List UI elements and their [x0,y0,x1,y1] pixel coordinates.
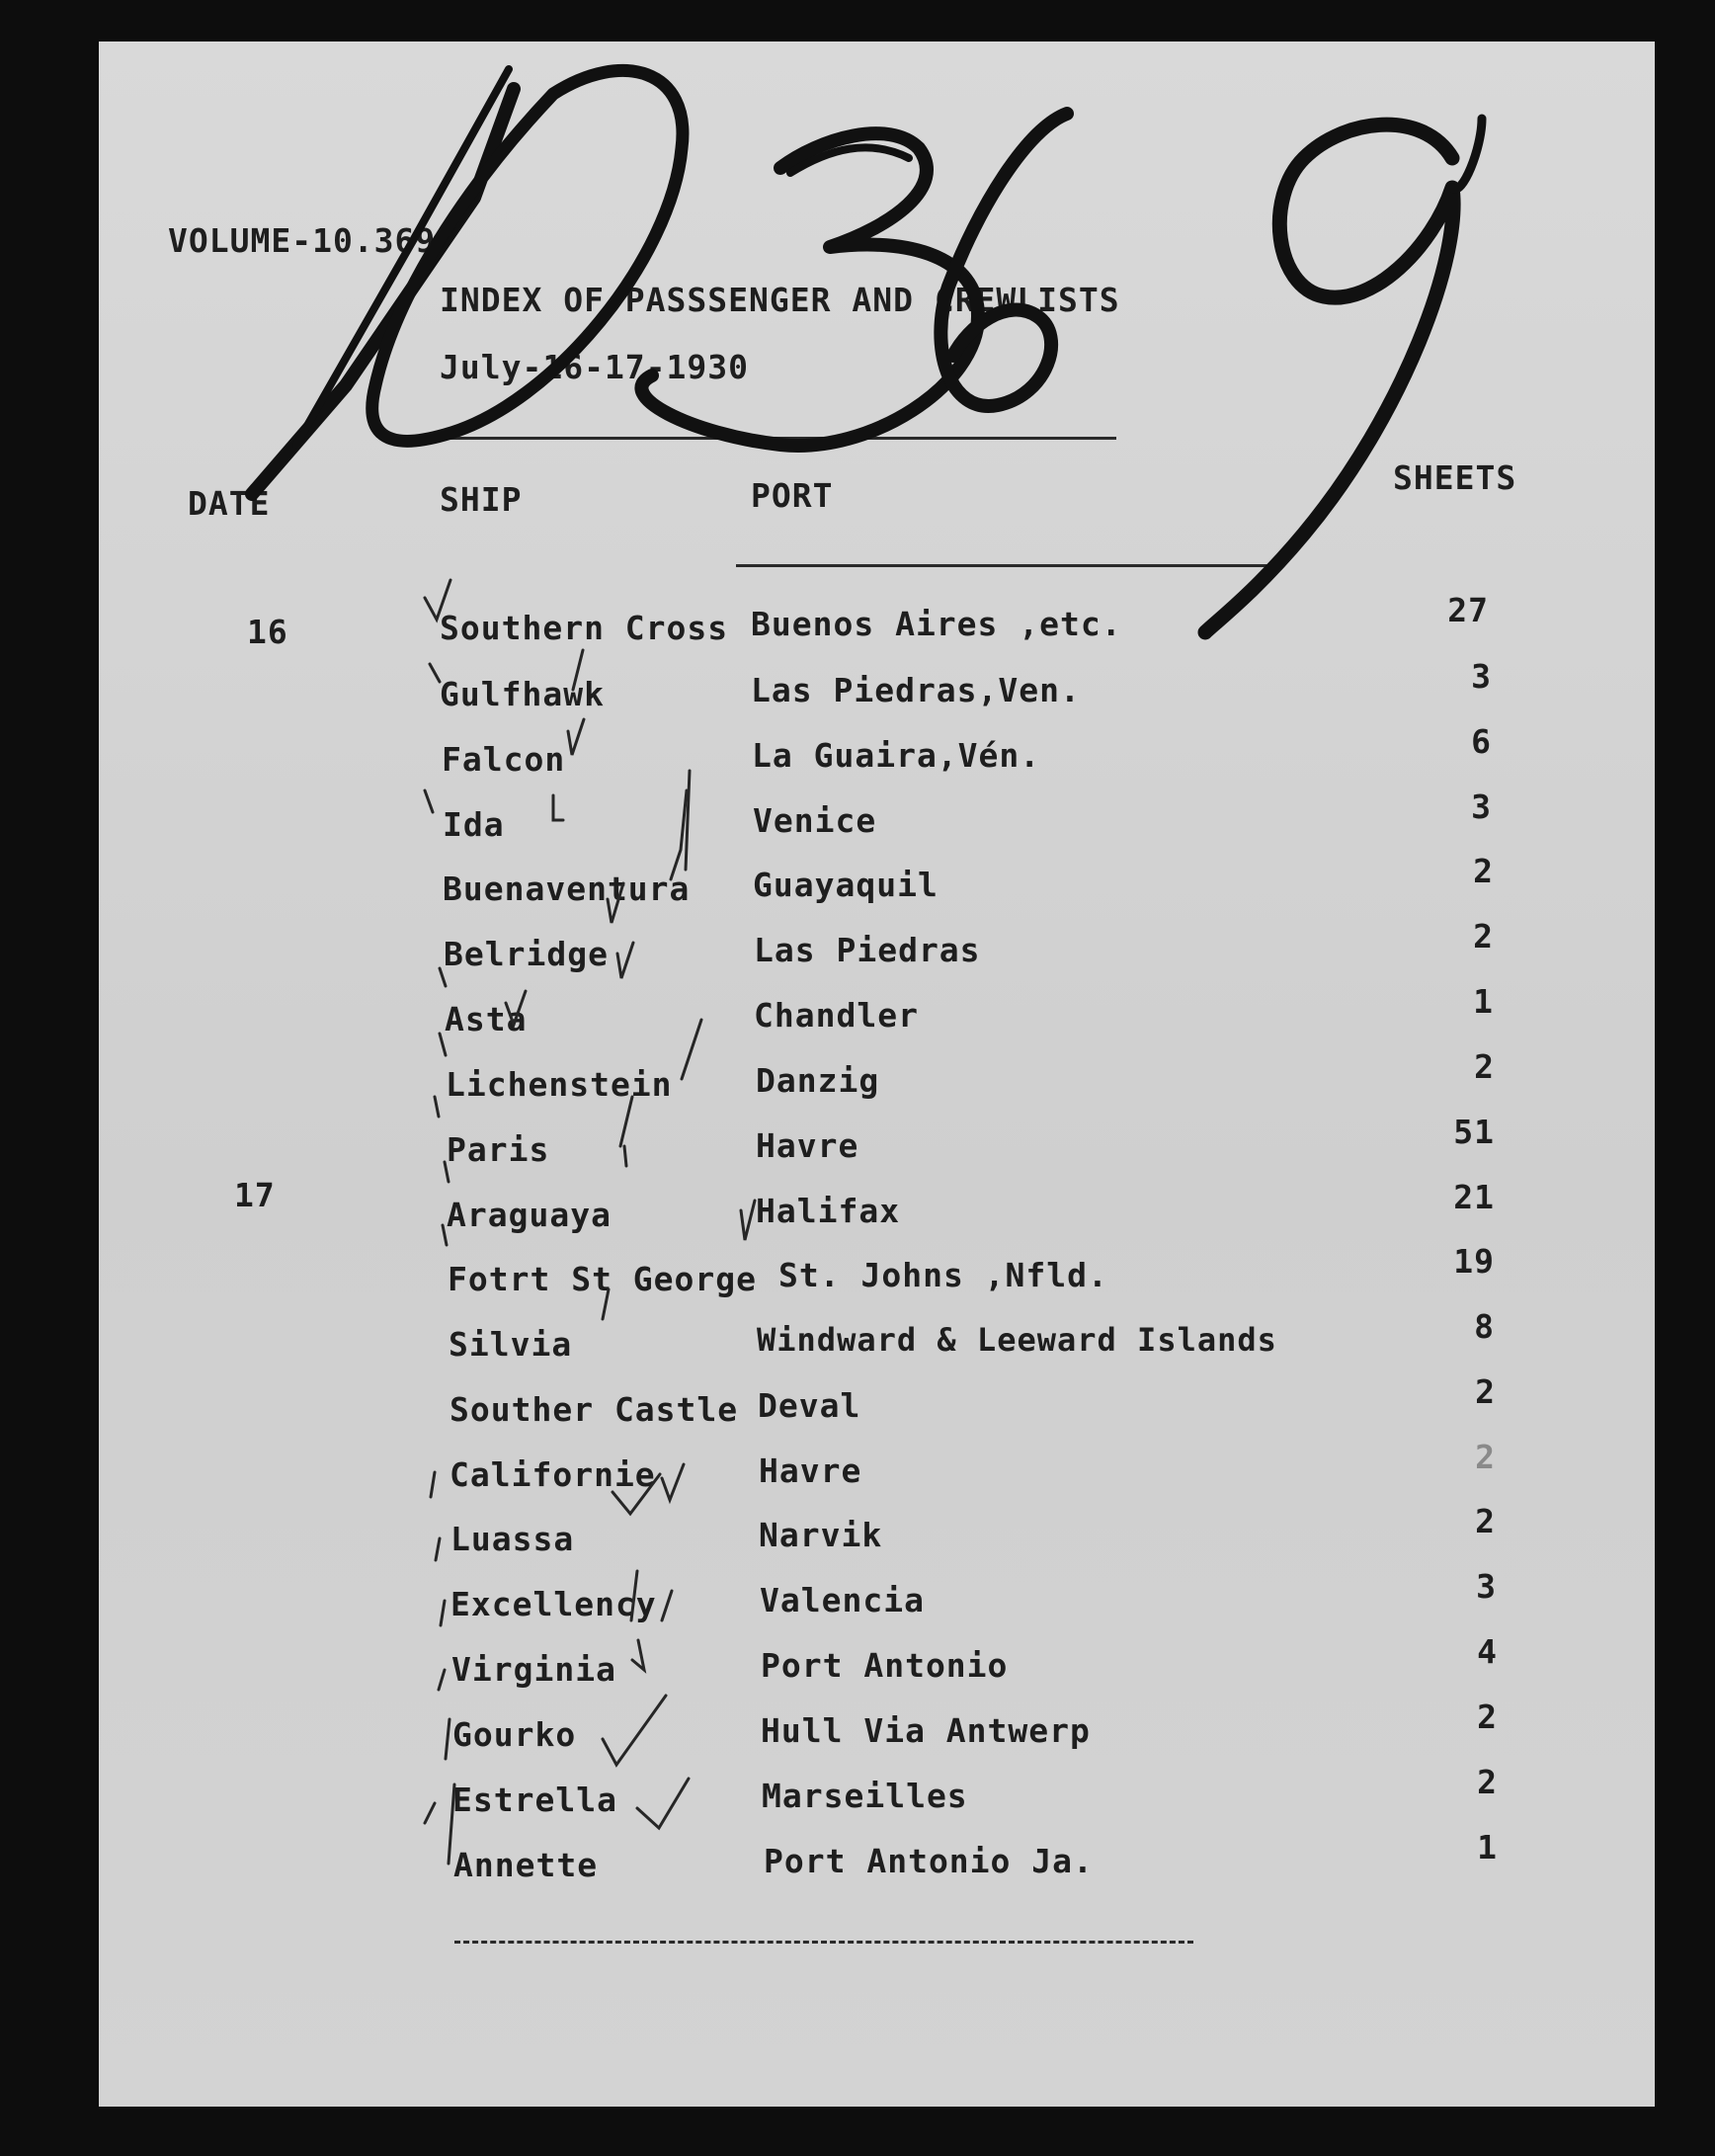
row-port: Port Antonio [761,1646,1009,1685]
row-ship: Californie [449,1455,656,1494]
row-port: La Guaira,Vén. [752,736,1041,775]
row-sheets: 3 [1476,1567,1497,1606]
column-header-ship: SHIP [440,480,523,519]
closing-rule [454,1941,1193,1944]
row-ship: Ida [443,805,505,844]
row-sheets: 4 [1477,1632,1498,1671]
row-ship: Araguaya [447,1196,612,1234]
row-sheets: 2 [1475,1502,1496,1540]
header-rule [736,564,1276,567]
row-sheets: 3 [1471,657,1492,696]
row-sheets: 21 [1453,1178,1495,1216]
row-port: Havre [756,1126,859,1165]
row-ship: Belridge [444,935,609,973]
row-port: Narvik [759,1516,883,1554]
row-sheets: 2 [1475,1372,1496,1411]
row-port: Venice [753,801,877,840]
volume-label: VOLUME-10.369 [168,221,437,260]
row-port: Halifax [756,1192,901,1230]
title-underline [440,437,1116,440]
row-port: Danzig [756,1061,880,1100]
row-sheets: 1 [1473,982,1494,1021]
row-port: Hull Via Antwerp [761,1711,1091,1750]
row-sheets: 2 [1477,1763,1498,1801]
row-ship: Southern Cross [440,609,729,647]
row-port: Chandler [754,996,919,1035]
row-ship: Silvia [449,1325,573,1364]
row-port: Marseilles [762,1777,968,1815]
document-title: INDEX OF PASSSENGER AND CREWLISTS [440,281,1120,319]
date-range: July-16-17-1930 [440,348,750,386]
row-sheets: 27 [1447,591,1489,629]
row-ship: Lichenstein [446,1065,673,1104]
column-header-date: DATE [188,484,271,523]
row-port: Las Piedras,Ven. [751,671,1081,709]
row-sheets: 51 [1453,1113,1495,1151]
row-ship: Gourko [452,1715,577,1754]
row-sheets: 6 [1471,722,1492,761]
row-ship: Buenaventura [443,870,691,908]
row-port: Guayaquil [753,866,939,904]
row-port: Valencia [760,1581,925,1619]
row-ship: Virginia [451,1650,616,1689]
row-ship: Annette [453,1846,599,1884]
row-port: Windward & Leeward Islands [757,1321,1277,1359]
row-ship: Falcon [442,740,566,779]
row-sheets: 2 [1473,852,1494,890]
document-page [99,41,1655,2107]
row-sheets: 2 [1475,1438,1496,1476]
row-ship: Paris [447,1130,550,1169]
row-sheets: 3 [1471,788,1492,826]
row-port: Las Piedras [754,931,981,969]
column-header-port: PORT [751,476,834,515]
row-ship: Estrella [452,1781,617,1819]
row-port: St. Johns ,Nfld. [778,1256,1108,1294]
row-port: Port Antonio Ja. [764,1842,1094,1880]
row-date: 17 [234,1176,276,1214]
row-sheets: 8 [1474,1307,1495,1346]
column-header-sheets: SHEETS [1393,458,1517,497]
row-sheets: 2 [1473,917,1494,955]
row-port: Havre [759,1451,862,1490]
row-ship: Excellency [450,1585,657,1623]
row-date: 16 [247,613,288,651]
row-port: Buenos Aires ,etc. [751,605,1122,643]
row-ship: Gulfhawk [440,675,605,713]
row-sheets: 2 [1477,1698,1498,1736]
row-sheets: 19 [1453,1242,1495,1281]
row-sheets: 2 [1474,1047,1495,1086]
row-port: Deval [758,1386,861,1425]
row-sheets: 1 [1477,1828,1498,1866]
row-ship: Luassa [450,1520,575,1558]
row-ship: Souther Castle [449,1390,739,1429]
row-ship: Asta [445,1000,528,1038]
row-ship: Fotrt St George [448,1260,758,1298]
